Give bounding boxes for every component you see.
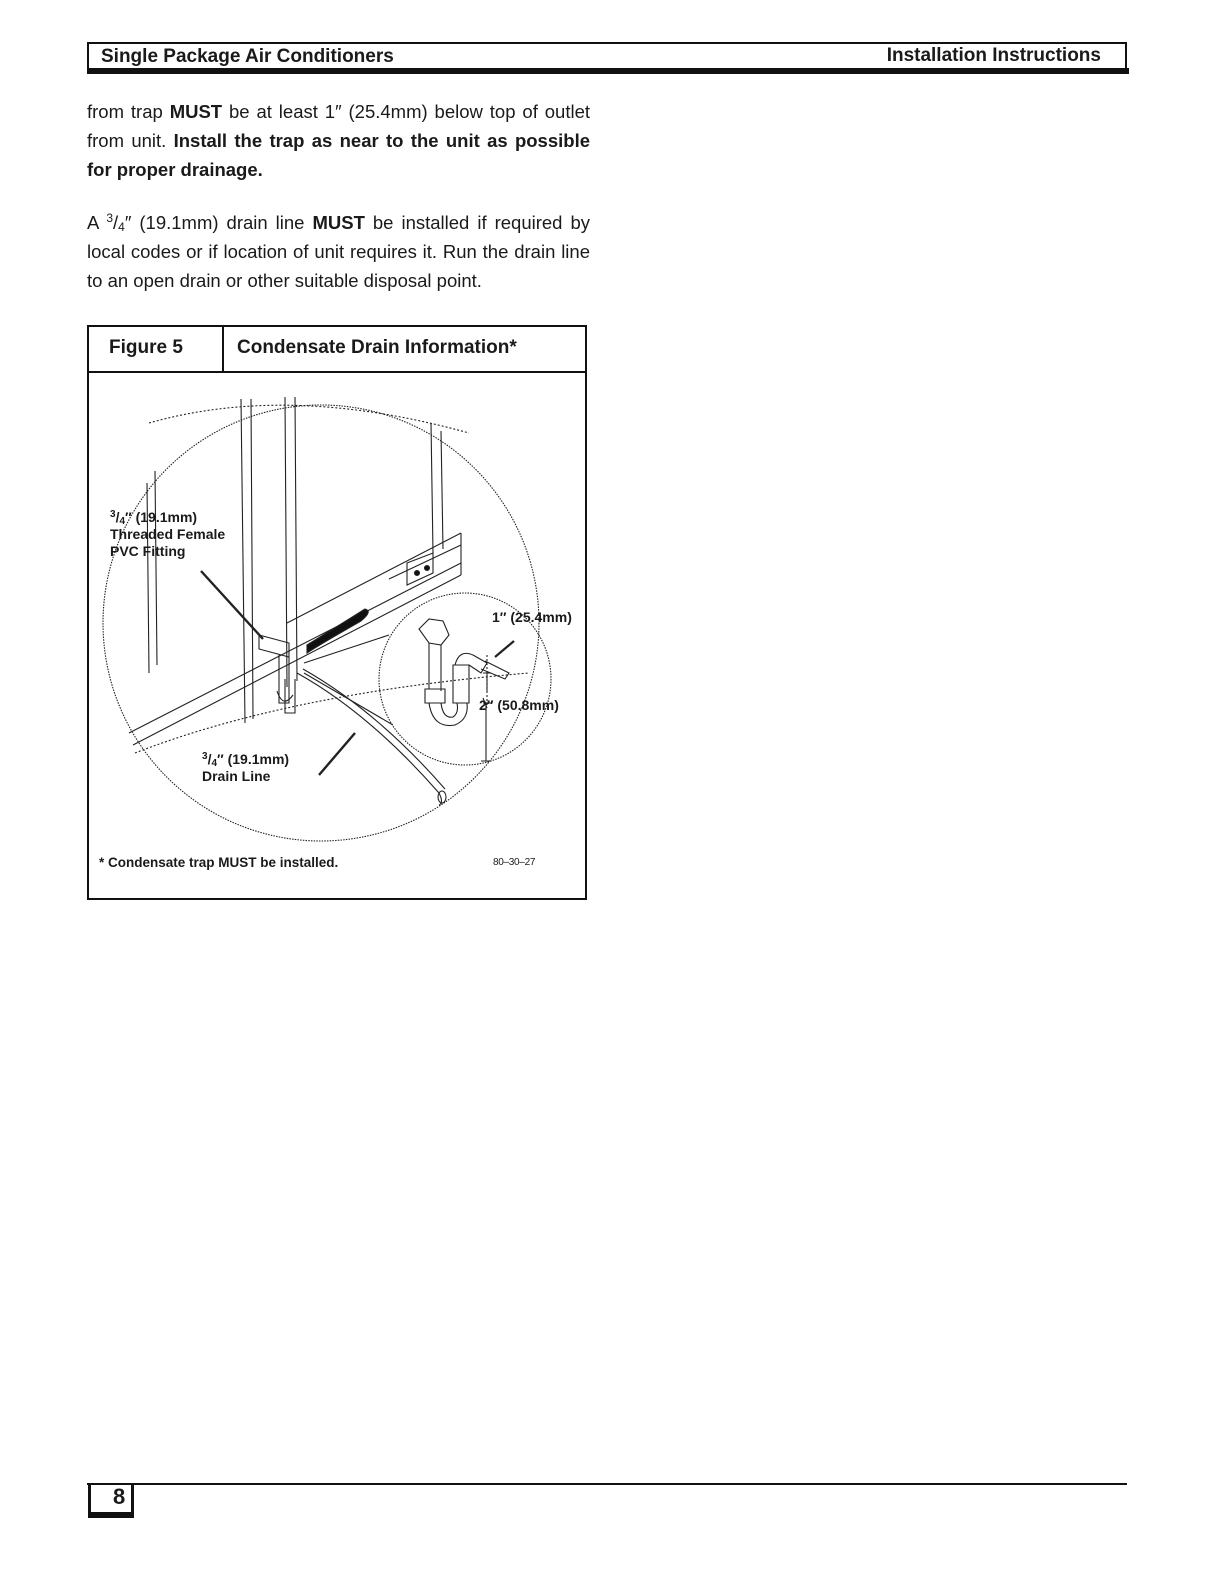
label-drain-line <box>202 751 289 785</box>
page-number-box-base <box>88 1512 134 1518</box>
header-rule <box>87 68 1129 74</box>
fraction-denominator: 4 <box>118 220 125 234</box>
figure-footnote: * Condensate trap MUST be installed. <box>99 855 339 870</box>
label-line: Threaded Female <box>110 526 226 542</box>
emphasis: Install the trap as near to the unit as possible for proper drainage. <box>87 130 591 180</box>
label-line: $^3/_4''$ (19.1mm) <box>202 751 290 769</box>
label-text: ″ (19.1mm) <box>217 751 290 767</box>
label-line: Drain Line <box>202 768 271 784</box>
paragraph-trap-position <box>87 97 590 184</box>
figure-header <box>89 327 585 373</box>
emphasis: MUST <box>312 212 365 233</box>
figure-code: 80–30–27 <box>493 857 536 868</box>
text: be at least 1″ (25.4mm) below top of outlet from unit. <box>87 101 590 151</box>
header-section: Installation Instructions <box>886 45 1101 66</box>
text: A <box>87 212 107 233</box>
label-text: ″ (19.1mm) <box>125 509 198 525</box>
fraction-numerator: 3 <box>106 211 114 225</box>
fraction-numerator: 3 <box>202 751 208 762</box>
figure-number: Figure 5 <box>109 337 183 358</box>
figure-header-divider <box>222 327 224 371</box>
label-dimension-2in: 2″ (50.8mm) <box>479 697 559 713</box>
footer-rule <box>87 1483 1127 1485</box>
text: be installed if required by local codes or if location of unit requires it. Run the drain line to an open drain or other suitable disposal point. <box>87 212 590 291</box>
page-number: 8 <box>113 1484 126 1509</box>
text: from trap <box>87 101 170 122</box>
paragraph-drain-line: A $^3/_4''$ (19.1mm) drain line MUST be installed if required by local codes or if location of unit requires it. Run the drain line to an open drain or other suitable disposal point. <box>87 211 590 291</box>
label-threaded-fitting <box>110 509 225 560</box>
fraction-numerator: 3 <box>110 509 116 520</box>
figure-condensate-drain <box>87 325 587 900</box>
page-header <box>87 42 1127 68</box>
header-title: Single Package Air Conditioners <box>101 46 394 67</box>
label-line: $^3/_4''$ (19.1mm) <box>110 509 198 527</box>
emphasis: MUST <box>169 101 223 122</box>
figure-title: Condensate Drain Information* <box>237 337 517 358</box>
label-line: PVC Fitting <box>110 543 186 559</box>
fraction-denominator: 4 <box>211 758 218 769</box>
label-dimension-1in: 1″ (25.4mm) <box>492 609 572 625</box>
text: ″ (19.1mm) drain line <box>124 212 313 233</box>
fraction-denominator: 4 <box>119 516 126 527</box>
